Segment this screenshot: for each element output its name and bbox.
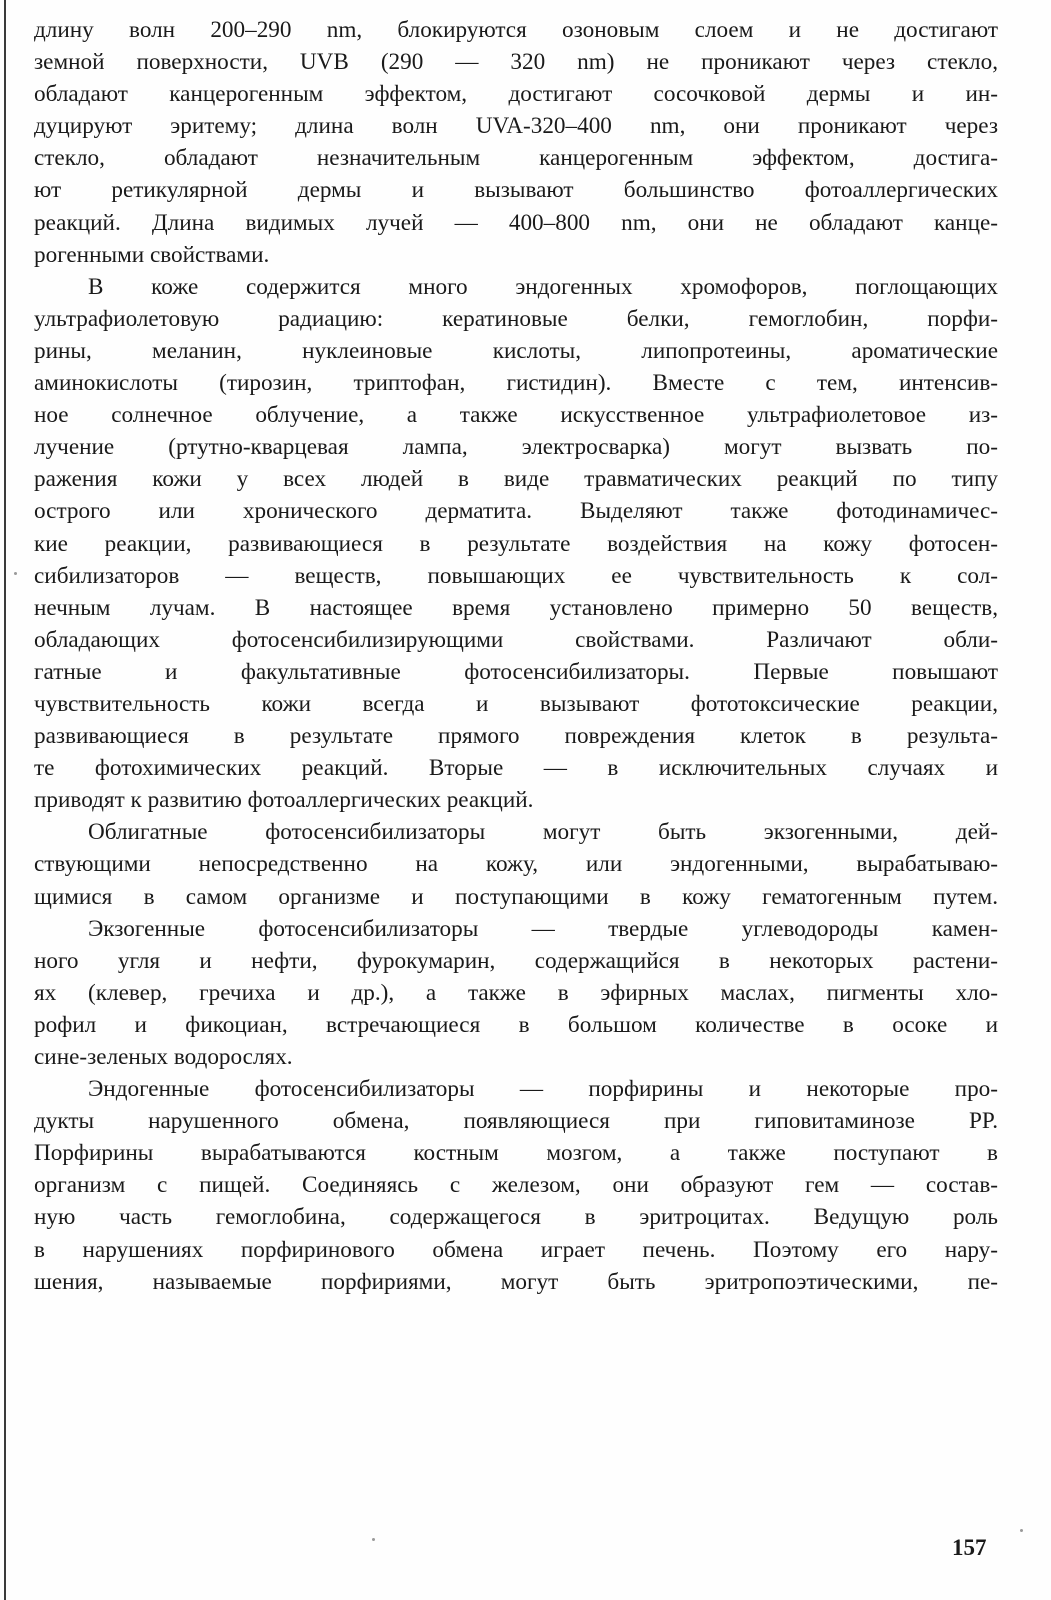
text-line: сине-зеленых водорослях. [34, 1044, 293, 1070]
text-line: острого или хронического дерматита. Выделяют также фотодинамичес- [34, 498, 998, 525]
text-line: кие реакции, развивающиеся в результате воздействия на кожу фотосен- [34, 530, 998, 557]
text-line: рины, меланин, нуклеиновые кислоты, липопротеины, ароматические [34, 337, 998, 364]
page-number: 157 [952, 1535, 987, 1560]
text-line: шения, называемые порфириями, могут быть эритропоэтическими, пе- [34, 1268, 998, 1295]
text-line: земной поверхности, UVB (290 — 320 nm) не проникают через стекло, [34, 49, 998, 76]
text-line: ствующими непосредственно на кожу, или эндогенными, вырабатываю- [34, 851, 998, 878]
text-line: длину волн 200–290 nm, блокируются озоновым слоем и не достигают [34, 17, 998, 43]
scan-speck [1020, 1529, 1023, 1532]
body-text [34, 14, 998, 1298]
text-line: развивающиеся в результате прямого повреждения клеток в результа- [34, 723, 998, 750]
text-line: те фотохимических реакций. Вторые — в исключительных случаях и [34, 755, 998, 782]
text-line: ражения кожи у всех людей в виде травматических реакций по типу [34, 466, 998, 493]
scan-speck [14, 572, 17, 575]
text-line: чувствительность кожи всегда и вызывают фототоксические реакции, [34, 690, 998, 717]
text-line: рогенными свойствами. [34, 241, 270, 268]
text-line: ют ретикулярной дермы и вызывают большинство фотоаллергических [34, 177, 998, 204]
text-line: аминокислоты (тирозин, триптофан, гистидин). Вместе с тем, интенсив- [34, 370, 998, 397]
text-line: организм с пищей. Соединяясь с железом, они образуют гем — состав- [34, 1172, 998, 1199]
text-line: щимися в самом организме и поступающими в кожу гематогенным путем. [34, 883, 998, 910]
text-line: стекло, обладают незначительным канцерогенным эффектом, достига- [34, 145, 998, 172]
text-line: гатные и факультативные фотосенсибилизаторы. Первые повышают [34, 658, 998, 685]
text-line: Порфирины вырабатываются костным мозгом, а также поступают в [34, 1140, 998, 1167]
text-line: ное солнечное облучение, а также искусственное ультрафиолетовое из- [34, 402, 998, 429]
text-line: ную часть гемоглобина, содержащегося в эритроцитах. Ведущую роль [34, 1204, 998, 1231]
paragraph-first-line: В коже содержится много эндогенных хромофоров, поглощающих [88, 273, 998, 300]
paragraph-first-line: Экзогенные фотосенсибилизаторы — твердые углеводороды камен- [88, 915, 998, 942]
text-line: рофил и фикоциан, встречающиеся в большом количестве в осоке и [34, 1011, 998, 1038]
text-line: ях (клевер, гречиха и др.), а также в эфирных маслах, пигменты хло- [34, 979, 998, 1006]
page-edge-line [4, 0, 6, 1600]
text-line: ного угля и нефти, фурокумарин, содержащийся в некоторых растени- [34, 947, 998, 974]
text-line: обладающих фотосенсибилизирующими свойствами. Различают обли- [34, 626, 998, 653]
text-line: сибилизаторов — веществ, повышающих ее чувствительность к сол- [34, 562, 998, 589]
text-line: реакций. Длина видимых лучей — 400–800 nm, они не обладают канце- [34, 209, 998, 236]
text-line: дукты нарушенного обмена, появляющиеся при гиповитаминозе PP. [34, 1108, 998, 1135]
scan-speck [372, 1538, 375, 1541]
paragraph-first-line: Облигатные фотосенсибилизаторы могут быть экзогенными, дей- [88, 819, 998, 846]
text-line: обладают канцерогенным эффектом, достигают сосочковой дермы и ин- [34, 81, 998, 108]
text-line: ультрафиолетовую радиацию: кератиновые белки, гемоглобин, порфи- [34, 305, 998, 332]
text-line: лучение (ртутно-кварцевая лампа, электросварка) могут вызвать по- [34, 434, 998, 461]
paragraph-first-line: Эндогенные фотосенсибилизаторы — порфирины и некоторые про- [88, 1076, 998, 1103]
text-line: нечным лучам. В настоящее время установлено примерно 50 веществ, [34, 594, 998, 621]
text-line: приводят к развитию фотоаллергических реакций. [34, 787, 534, 814]
text-line: дуцируют эритему; длина волн UVA-320–400 nm, они проникают через [34, 113, 998, 140]
text-line: в нарушениях порфиринового обмена играет печень. Поэтому его нару- [34, 1236, 998, 1263]
